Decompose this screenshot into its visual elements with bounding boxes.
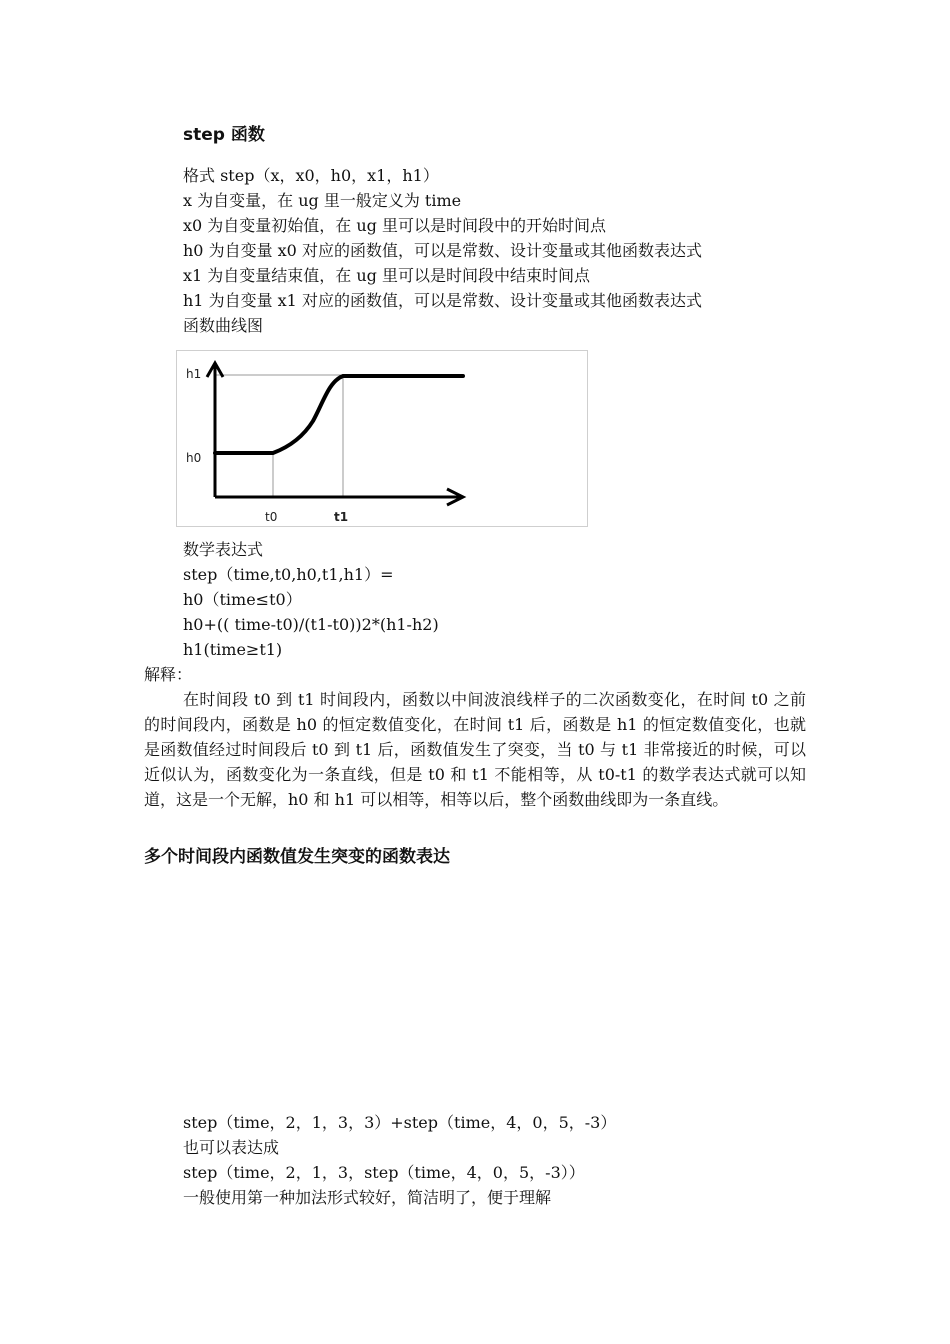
alternative-note: 也可以表达成 [183,1138,280,1157]
h0-axis-label: h0 [186,451,202,465]
section-title-step: step 函数 [183,125,265,145]
step-curve [215,376,463,453]
math-expression-title: 数学表达式 [183,540,264,559]
x0-description: x0 为自变量初始值，在 ug 里可以是时间段中的开始时间点 [183,216,607,235]
format-line: 格式 step（x，x0，h0，x1，h1） [183,166,439,185]
t1-axis-label: t1 [334,510,349,524]
section-title-multi-step: 多个时间段内函数值发生突变的函数表达 [144,847,450,867]
multi-step-expression-1: step（time，2，1，3，3）+step（time，4，0，5，-3） [183,1113,617,1132]
step-function-figure [176,350,588,527]
h1-axis-label: h1 [186,367,202,381]
x1-description: x1 为自变量结束值，在 ug 里可以是时间段中结束时间点 [183,266,591,285]
t0-axis-label: t0 [265,510,278,524]
multi-step-expression-2: step（time，2，1，3，step（time，4，0，5，-3）） [183,1163,585,1182]
h0-description: h0 为自变量 x0 对应的函数值，可以是常数、设计变量或其他函数表达式 [183,241,702,260]
h1-description: h1 为自变量 x1 对应的函数值，可以是常数、设计变量或其他函数表达式 [183,291,702,310]
explanation-paragraph: 在时间段 t0 到 t1 时间段内，函数以中间波浪线样子的二次函数变化，在时间 t0 之前的时间段内，函数是 h0 的恒定数值变化，在时间 t1 后，函数是 h1 的恒定数值变化，也就是函数值经过时间段后 t0 到 t1 后，函数值发生了突变，当 t0 与 t1 非常接近的时候，可以近似认为，函数变化为一条直线，但是 t0 和 t1 不能相等，从 t0-t1 的数学表达式就可以知道，这是一个无解，h0 和 h1 可以相等，相等以后，整个函数曲线即为一条直线。 [144,690,806,809]
recommendation-note: 一般使用第一种加法形式较好，简洁明了，便于理解 [183,1188,552,1207]
math-line-4: h1(time≥t1) [183,640,283,659]
step-curve-diagram [177,351,589,528]
explanation-label: 解释： [144,665,193,684]
math-line-2: h0（time≤t0） [183,590,302,609]
x-description: x 为自变量，在 ug 里一般定义为 time [183,191,462,210]
math-line-1: step（time,t0,h0,t1,h1）= [183,565,394,584]
figure-caption: 函数曲线图 [183,316,264,335]
math-line-3: h0+(( time-t0)/(t1-t0))2*(h1-h2) [183,615,439,634]
